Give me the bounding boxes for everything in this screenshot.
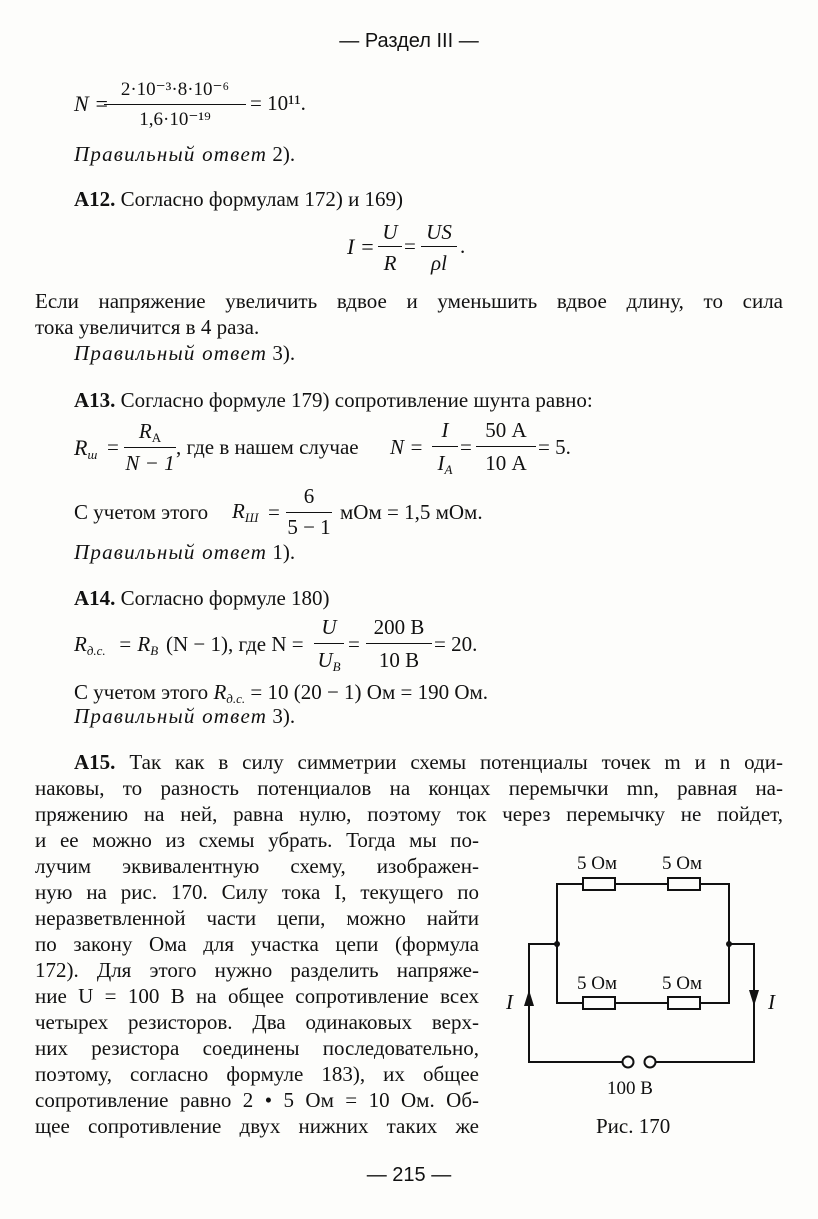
equals-sign: =	[348, 632, 360, 656]
calc-a14: С учетом этого $R_{д.с.} = 10$ (20 − 1) Ом = 190 Ом.	[74, 680, 489, 706]
answer-label: Правильный ответ	[74, 540, 268, 564]
formula-result: = 5.	[538, 435, 571, 459]
text-line: и ее можно из схемы убрать. Тогда мы по-	[35, 828, 479, 852]
answer-label: Правильный ответ	[74, 341, 268, 365]
fraction-bar	[314, 643, 344, 644]
junction-node	[726, 941, 732, 947]
text-line: них резистора соединены последовательно,	[35, 1036, 479, 1060]
answer-line	[74, 341, 295, 365]
text-line: Если напряжение увеличить вдвое и уменьшить вдвое длину, то сила	[35, 289, 783, 313]
text-line: тока увеличится в 4 раза.	[35, 315, 260, 339]
formula-lhs: $R_{д.с.}$	[74, 632, 106, 658]
answer-line	[74, 540, 295, 564]
text-line: поэтому, согласно формуле 183), их общее	[35, 1062, 479, 1086]
inline-text: , где в нашем случае	[176, 435, 359, 459]
formula-lhs: $R_Ш$	[232, 499, 259, 525]
problem-a14-heading	[74, 586, 330, 610]
text-line: 172). Для этого нужно разделить напряже-	[35, 958, 479, 982]
terminal-right	[645, 1057, 656, 1068]
page-number: — 215 —	[366, 1164, 452, 1186]
answer-label: Правильный ответ	[74, 704, 268, 728]
text-line: неразветвленной части цепи, можно найти	[35, 906, 479, 930]
fraction-denominator: R	[383, 251, 397, 275]
problem-text: Согласно формуле 180)	[120, 586, 330, 610]
current-label-right: I	[768, 990, 775, 1014]
equals-sign: =	[107, 435, 119, 459]
wire	[557, 884, 583, 944]
fraction-denominator: 10 B	[378, 648, 420, 672]
resistor-top-right	[668, 878, 700, 890]
fraction-denominator: ρl	[431, 251, 447, 275]
formula-result: = 10¹¹.	[250, 91, 306, 115]
fraction-bar	[124, 447, 176, 448]
answer-value: 2).	[272, 142, 296, 166]
current-label-left: I	[506, 990, 513, 1014]
current-arrow-up	[524, 990, 534, 1006]
equals-sign: =	[460, 435, 472, 459]
resistor-top-left	[583, 878, 615, 890]
problem-label: А13.	[74, 388, 116, 412]
formula-lhs: N =	[390, 435, 424, 459]
fraction-numerator: US	[426, 220, 452, 244]
resistor-bottom-right	[668, 997, 700, 1009]
problem-text: Согласно формуле 179) сопротивление шунта равно:	[120, 388, 593, 412]
formula-result: = 20.	[434, 632, 478, 656]
problem-a13-heading	[74, 388, 593, 412]
answer-value: 3).	[272, 704, 296, 728]
current-arrow-down	[749, 990, 759, 1006]
text-line: ние U = 100 В на общее сопротивление всех	[35, 984, 479, 1008]
fraction-bar	[476, 446, 536, 447]
fraction-numerator: 50 А	[485, 418, 527, 442]
fraction-denominator: $I_A$	[437, 451, 453, 477]
fraction-denominator: 5 − 1	[287, 515, 331, 539]
text-line: ную на рис. 170. Силу тока I, текущего по	[35, 880, 479, 904]
equals-sign: =	[268, 500, 280, 524]
wire	[700, 884, 729, 944]
fraction-numerator: U	[321, 615, 337, 639]
running-header: — Раздел III —	[339, 30, 479, 52]
resistor-bottom-left	[583, 997, 615, 1009]
fraction-denominator: 10 А	[485, 451, 527, 475]
fraction-numerator: I	[441, 418, 449, 442]
problem-label: А12.	[74, 187, 116, 211]
problem-text: Согласно формулам 172) и 169)	[120, 187, 404, 211]
formula-lhs: $R_ш$	[74, 435, 98, 462]
problem-a12-heading	[74, 187, 403, 211]
fraction-denominator: $U_B$	[317, 648, 341, 674]
formula-paren: (N − 1), где N =	[166, 632, 304, 656]
text-line: щее сопротивление двух нижних таких же	[35, 1114, 479, 1138]
inline-text: С учетом этого	[74, 500, 209, 524]
junction-node	[554, 941, 560, 947]
terminal-left	[623, 1057, 634, 1068]
problem-label: А14.	[74, 586, 116, 610]
text-line: по закону Ома для участка цепи (формула	[35, 932, 479, 956]
fraction-bar	[378, 246, 402, 247]
resistor-label: 5 Ом	[577, 973, 617, 994]
resistor-label: 5 Ом	[577, 853, 617, 874]
answer-line	[74, 142, 295, 166]
fraction-numerator: 2·10⁻³·8·10⁻⁶	[120, 79, 230, 100]
formula-lhs: I =	[347, 234, 375, 259]
wire	[700, 944, 729, 1003]
fraction-bar	[366, 643, 432, 644]
equals-sign: =	[404, 234, 416, 258]
fraction-numerator: U	[382, 220, 398, 244]
fraction-numerator: 6	[303, 484, 315, 508]
text-line: наковы, то разность потенциалов на концах перемычки mn, равная на-	[35, 776, 783, 800]
text-line: пряжению на ней, равна нулю, поэтому ток через перемычку не пойдет,	[35, 802, 783, 826]
resistor-label: 5 Ом	[662, 853, 702, 874]
fraction-bar	[421, 246, 457, 247]
answer-value: 3).	[272, 341, 296, 365]
circuit-diagram	[490, 840, 780, 1150]
answer-line	[74, 704, 295, 728]
fraction-denominator: 1,6·10⁻¹⁹	[139, 109, 211, 130]
formula-lhs: N =	[74, 91, 110, 116]
formula-result: мОм = 1,5 мОм.	[340, 500, 483, 524]
formula-middle: = $R_B$	[118, 632, 159, 658]
fraction-denominator: N − 1	[125, 451, 175, 475]
text-line: сопротивление равно 2 • 5 Ом = 10 Ом. Об-	[35, 1088, 479, 1112]
answer-value: 1).	[272, 540, 296, 564]
voltage-label: 100 В	[607, 1078, 653, 1099]
fraction-bar	[104, 104, 246, 105]
text-line: четырех резисторов. Два одинаковых верх-	[35, 1010, 479, 1034]
fraction-numerator: $R_A$	[138, 419, 162, 445]
fraction-bar	[286, 512, 332, 513]
text-line: лучим эквивалентную схему, изображен-	[35, 854, 479, 878]
fraction-bar	[432, 446, 458, 447]
answer-label: Правильный ответ	[74, 142, 268, 166]
text-line: А15. Так как в силу симметрии схемы потенциалы точек m и n оди-	[74, 750, 783, 774]
resistor-label: 5 Ом	[662, 973, 702, 994]
formula-period: .	[460, 234, 466, 258]
fraction-numerator: 200 B	[373, 615, 425, 639]
problem-label: А15.	[74, 750, 116, 774]
figure-caption: Рис. 170	[596, 1114, 671, 1138]
